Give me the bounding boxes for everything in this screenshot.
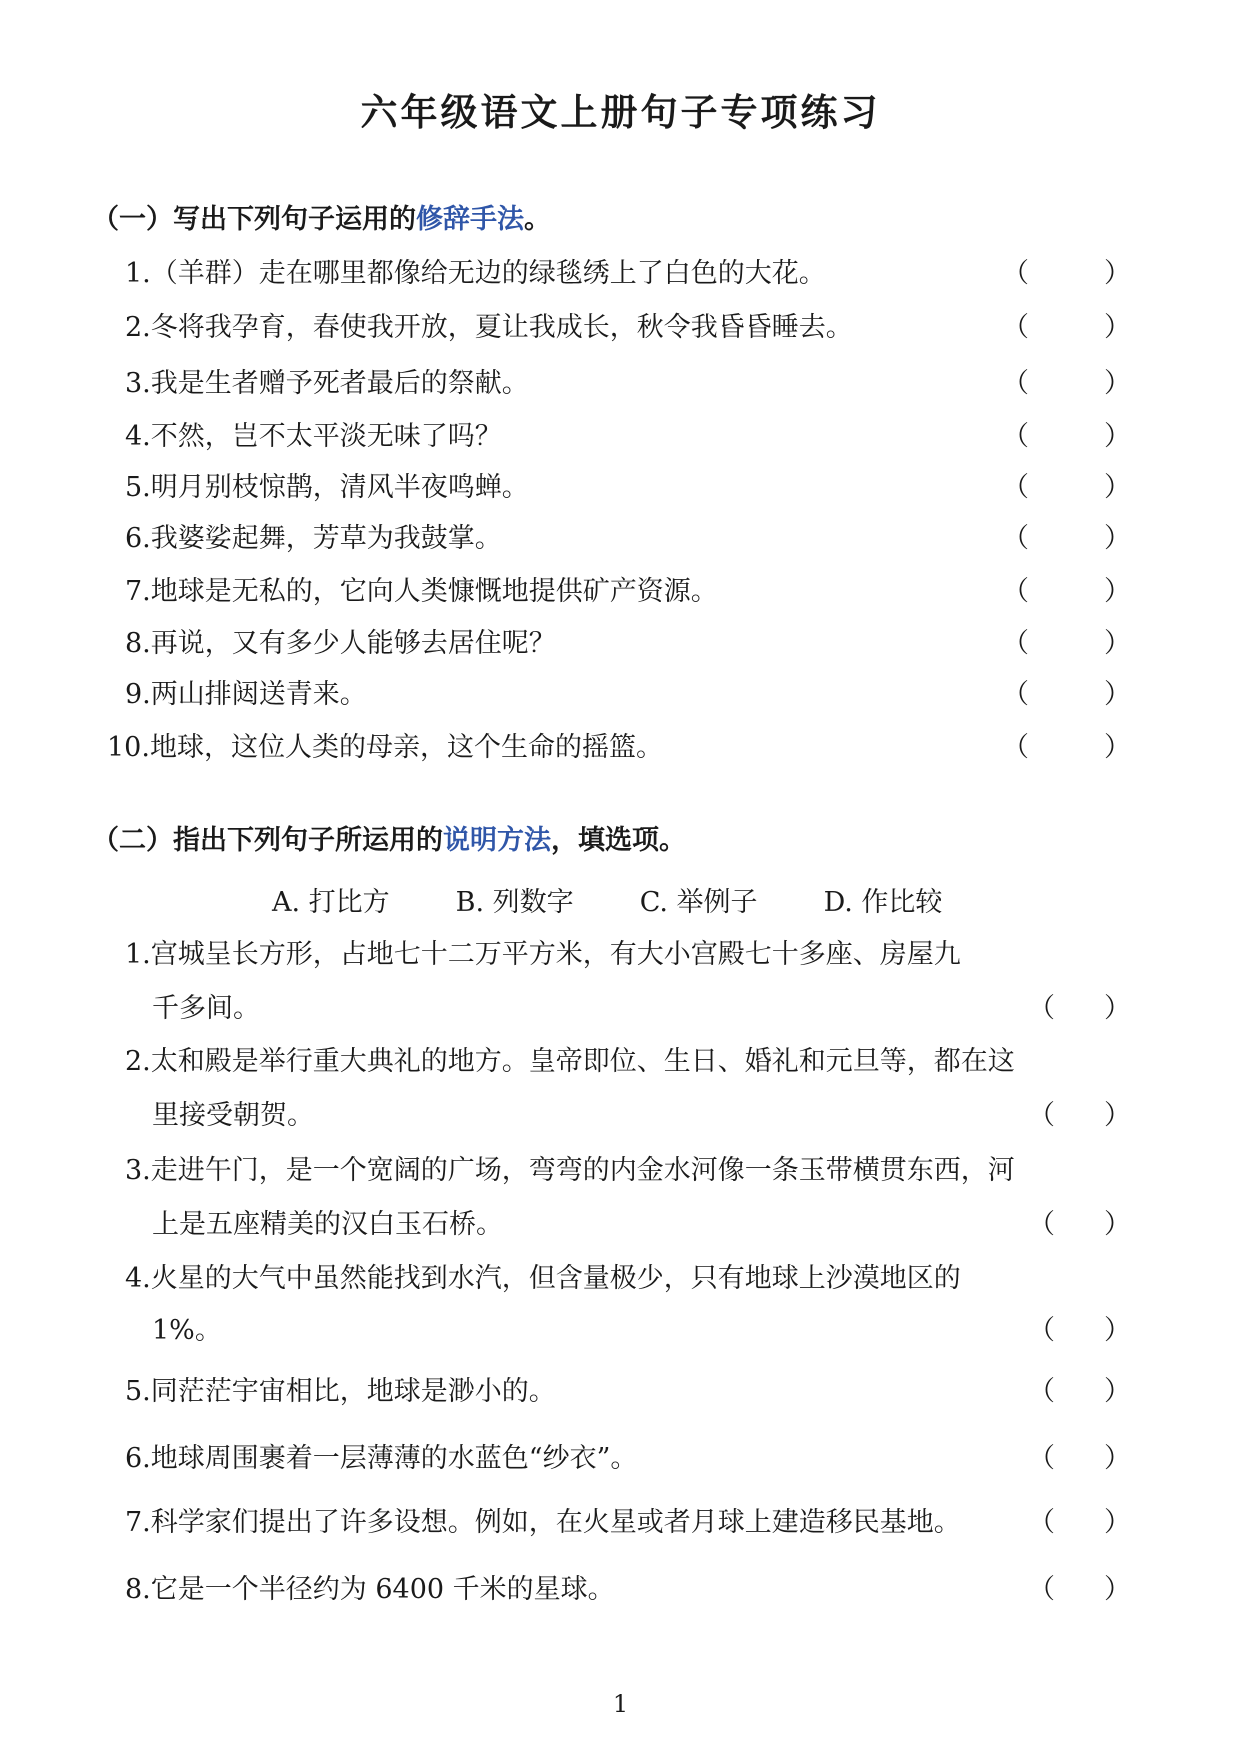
section-2-item (125, 1509, 961, 1536)
item-text: 火星的大气中虽然能找到水汽，但含量极少，只有地球上沙漠地区的 (150, 1263, 961, 1294)
item-number: 9. (125, 679, 151, 710)
section-1-heading-prefix: （一）写出下列句子运用的 (92, 204, 416, 235)
section-2-heading-suffix: ，填选项。 (551, 825, 686, 856)
answer-blank-open[interactable]: （ (1002, 368, 1029, 399)
section-1-item (125, 681, 367, 708)
answer-blank-close[interactable]: ） (1104, 1574, 1131, 1605)
section-2-item-continuation: 千多间。 (152, 993, 260, 1024)
item-number: 5. (125, 1376, 151, 1407)
answer-blank-close[interactable]: ） (1104, 472, 1131, 503)
answer-blank-open[interactable]: （ (1002, 628, 1029, 659)
answer-blank-open[interactable]: （ (1002, 576, 1029, 607)
section-2-heading-prefix: （二）指出下列句子所运用的 (92, 825, 443, 856)
section-1-item (125, 370, 529, 397)
item-number: 1. (125, 258, 151, 289)
answer-blank-open[interactable]: （ (1028, 1209, 1055, 1240)
item-number: 4. (125, 1263, 151, 1294)
item-text: 我是生者赠予死者最后的祭献。 (150, 368, 529, 399)
option-d: D. 作比较 (823, 887, 943, 918)
answer-blank-close[interactable]: ） (1104, 421, 1131, 452)
answer-blank-close[interactable]: ） (1104, 1443, 1131, 1474)
item-text: 走进午门，是一个宽阔的广场，弯弯的内金水河像一条玉带横贯东西，河 (150, 1155, 1015, 1186)
item-number: 5. (125, 472, 151, 503)
item-number: 6. (125, 523, 151, 554)
item-text: 科学家们提出了许多设想。例如，在火星或者月球上建造移民基地。 (150, 1507, 961, 1538)
item-text: 太和殿是举行重大典礼的地方。皇帝即位、生日、婚礼和元旦等，都在这 (150, 1046, 1015, 1077)
item-text: 宫城呈长方形，占地七十二万平方米，有大小宫殿七十多座、房屋九 (150, 939, 961, 970)
answer-blank-open[interactable]: （ (1002, 258, 1029, 289)
option-a: A. 打比方 (272, 887, 390, 918)
answer-blank-open[interactable]: （ (1002, 472, 1029, 503)
item-number: 10. (107, 732, 150, 763)
answer-blank-close[interactable]: ） (1104, 1100, 1131, 1131)
item-number: 6. (125, 1443, 151, 1474)
answer-blank-open[interactable]: （ (1028, 1100, 1055, 1131)
section-2-item (125, 1265, 961, 1292)
answer-blank-open[interactable]: （ (1002, 523, 1029, 554)
answer-blank-close[interactable]: ） (1104, 258, 1131, 289)
item-text: 再说，又有多少人能够去居住呢？ (150, 628, 556, 659)
answer-blank-close[interactable]: ） (1104, 732, 1131, 763)
item-number: 4. (125, 421, 151, 452)
section-1-item (125, 630, 556, 657)
item-number: 1. (125, 939, 151, 970)
page-title: 六年级语文上册句子专项练习 (360, 90, 881, 134)
item-number: 7. (125, 576, 151, 607)
section-1-item (125, 423, 502, 450)
item-text: 两山排闼送青来。 (150, 679, 367, 710)
section-1-item (125, 314, 853, 341)
item-text: 同茫茫宇宙相比，地球是渺小的。 (150, 1376, 556, 1407)
item-text: 地球，这位人类的母亲，这个生命的摇篮。 (149, 732, 663, 763)
section-1-heading-suffix: 。 (524, 204, 551, 235)
item-number: 3. (125, 368, 151, 399)
answer-blank-close[interactable]: ） (1104, 1209, 1131, 1240)
item-text: （羊群）走在哪里都像给无边的绿毯绣上了白色的大花。 (150, 258, 826, 289)
answer-blank-close[interactable]: ） (1104, 993, 1131, 1024)
item-text: 冬将我孕育，春使我开放，夏让我成长，秋令我昏昏睡去。 (150, 312, 853, 343)
answer-blank-close[interactable]: ） (1104, 312, 1131, 343)
item-number: 2. (125, 312, 151, 343)
answer-blank-close[interactable]: ） (1104, 1507, 1131, 1538)
section-1-item (125, 578, 718, 605)
section-2-item (125, 1048, 1015, 1075)
answer-blank-close[interactable]: ） (1104, 576, 1131, 607)
answer-blank-open[interactable]: （ (1028, 1574, 1055, 1605)
section-1-item (107, 734, 663, 761)
section-1-heading-highlight: 修辞手法 (416, 204, 524, 235)
item-text: 我婆娑起舞，芳草为我鼓掌。 (150, 523, 502, 554)
page-number: 1 (612, 1690, 629, 1718)
section-2-item-continuation: 上是五座精美的汉白玉石桥。 (152, 1209, 503, 1240)
item-number: 8. (125, 1574, 151, 1605)
section-2-heading-highlight: 说明方法 (443, 825, 551, 856)
section-2-item (125, 1157, 1015, 1184)
answer-blank-open[interactable]: （ (1028, 1507, 1055, 1538)
section-2-item (125, 1576, 615, 1603)
answer-blank-open[interactable]: （ (1002, 421, 1029, 452)
section-1-item (125, 260, 826, 287)
section-2-item (125, 941, 961, 968)
section-1-item (125, 474, 529, 501)
section-2-item-continuation: 1%。 (152, 1315, 222, 1346)
section-2-item (125, 1445, 637, 1472)
option-c: C. 举例子 (639, 887, 758, 918)
item-number: 7. (125, 1507, 151, 1538)
answer-blank-open[interactable]: （ (1002, 679, 1029, 710)
answer-blank-close[interactable]: ） (1104, 628, 1131, 659)
item-text: 地球周围裹着一层薄薄的水蓝色“纱衣”。 (150, 1443, 638, 1474)
answer-blank-open[interactable]: （ (1002, 312, 1029, 343)
section-2-item (125, 1378, 556, 1405)
answer-blank-open[interactable]: （ (1028, 1443, 1055, 1474)
answer-blank-open[interactable]: （ (1028, 993, 1055, 1024)
answer-blank-open[interactable]: （ (1028, 1315, 1055, 1346)
answer-blank-open[interactable]: （ (1002, 732, 1029, 763)
answer-blank-close[interactable]: ） (1104, 679, 1131, 710)
item-text: 明月别枝惊鹊，清风半夜鸣蝉。 (150, 472, 529, 503)
answer-options (272, 880, 1008, 919)
section-1-item (125, 525, 502, 552)
option-b: B. 列数字 (455, 887, 574, 918)
section-2-item-continuation: 里接受朝贺。 (152, 1100, 314, 1131)
item-text: 它是一个半径约为 6400 千米的星球。 (150, 1574, 615, 1605)
item-number: 8. (125, 628, 151, 659)
answer-blank-close[interactable]: ） (1104, 368, 1131, 399)
answer-blank-close[interactable]: ） (1104, 1376, 1131, 1407)
item-number: 3. (125, 1155, 151, 1186)
section-2-heading (92, 818, 686, 857)
item-text: 不然，岂不太平淡无味了吗？ (150, 421, 502, 452)
answer-blank-close[interactable]: ） (1104, 1315, 1131, 1346)
answer-blank-close[interactable]: ） (1104, 523, 1131, 554)
item-number: 2. (125, 1046, 151, 1077)
item-text: 地球是无私的，它向人类慷慨地提供矿产资源。 (150, 576, 718, 607)
answer-blank-open[interactable]: （ (1028, 1376, 1055, 1407)
section-1-heading (92, 197, 551, 236)
